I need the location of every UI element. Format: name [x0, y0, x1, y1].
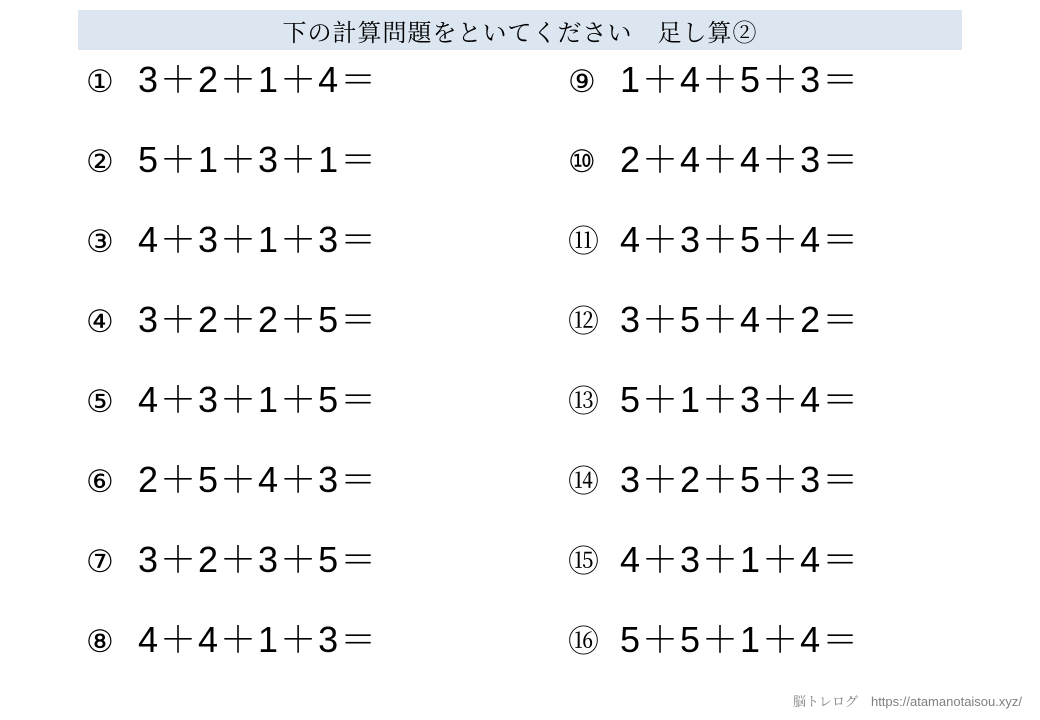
- footer-credit: 脳トレログ https://atamanotaisou.xyz/: [792, 694, 1022, 709]
- problem-expression: 1＋4＋5＋3＝: [620, 59, 861, 100]
- page-title: 下の計算問題をといてください 足し算②: [282, 19, 758, 47]
- problem-number: ⑥: [86, 464, 114, 500]
- problem-number: ④: [86, 304, 114, 340]
- problem-number: ⑪: [568, 224, 599, 260]
- problem-expression: 4＋3＋1＋5＝: [138, 379, 379, 420]
- problem-expression: 4＋4＋1＋3＝: [138, 619, 379, 660]
- problem-row: [568, 139, 1040, 222]
- problem-number: ⑫: [568, 304, 599, 340]
- problem-row: [86, 299, 520, 382]
- problem-row: [86, 219, 520, 302]
- problem-row: [86, 379, 520, 462]
- problem-expression: 3＋5＋4＋2＝: [620, 299, 861, 340]
- problem-expression: 3＋2＋1＋4＝: [138, 59, 379, 100]
- problem-columns: [0, 59, 1040, 702]
- problem-expression: 5＋1＋3＋1＝: [138, 139, 379, 180]
- problem-row: [568, 299, 1040, 382]
- problem-expression: 3＋2＋5＋3＝: [620, 459, 861, 500]
- problem-number: ③: [86, 224, 114, 260]
- problem-expression: 2＋4＋4＋3＝: [620, 139, 861, 180]
- problem-row: [86, 459, 520, 542]
- problem-row: [568, 459, 1040, 542]
- problem-row: [568, 59, 1040, 142]
- problem-expression: 3＋2＋2＋5＝: [138, 299, 379, 340]
- problem-number: ⑤: [86, 384, 114, 420]
- problem-expression: 5＋1＋3＋4＝: [620, 379, 861, 420]
- problem-row: [568, 219, 1040, 302]
- problem-number: ⑧: [86, 624, 114, 660]
- problem-number: ①: [86, 64, 114, 100]
- problem-row: [568, 619, 1040, 702]
- problem-number: ⑮: [568, 544, 599, 580]
- problem-expression: 3＋2＋3＋5＝: [138, 539, 379, 580]
- problem-row: [568, 379, 1040, 462]
- problem-expression: 2＋5＋4＋3＝: [138, 459, 379, 500]
- problem-column-right: [520, 59, 1040, 702]
- problem-number: ②: [86, 144, 114, 180]
- problem-row: [86, 59, 520, 142]
- problem-number: ⑦: [86, 544, 114, 580]
- problem-row: [86, 619, 520, 702]
- problem-expression: 4＋3＋1＋3＝: [138, 219, 379, 260]
- problem-number: ⑯: [568, 624, 599, 660]
- title-banner: [78, 10, 962, 50]
- problem-number: ⑭: [568, 464, 599, 500]
- problem-row: [86, 139, 520, 222]
- problem-expression: 4＋3＋5＋4＝: [620, 219, 861, 260]
- problem-number: ⑬: [568, 384, 599, 420]
- problem-number: ⑩: [568, 144, 596, 180]
- problem-expression: 5＋5＋1＋4＝: [620, 619, 861, 660]
- problem-row: [568, 539, 1040, 622]
- problem-column-left: [0, 59, 520, 702]
- problem-number: ⑨: [568, 64, 596, 100]
- problem-row: [86, 539, 520, 622]
- problem-expression: 4＋3＋1＋4＝: [620, 539, 861, 580]
